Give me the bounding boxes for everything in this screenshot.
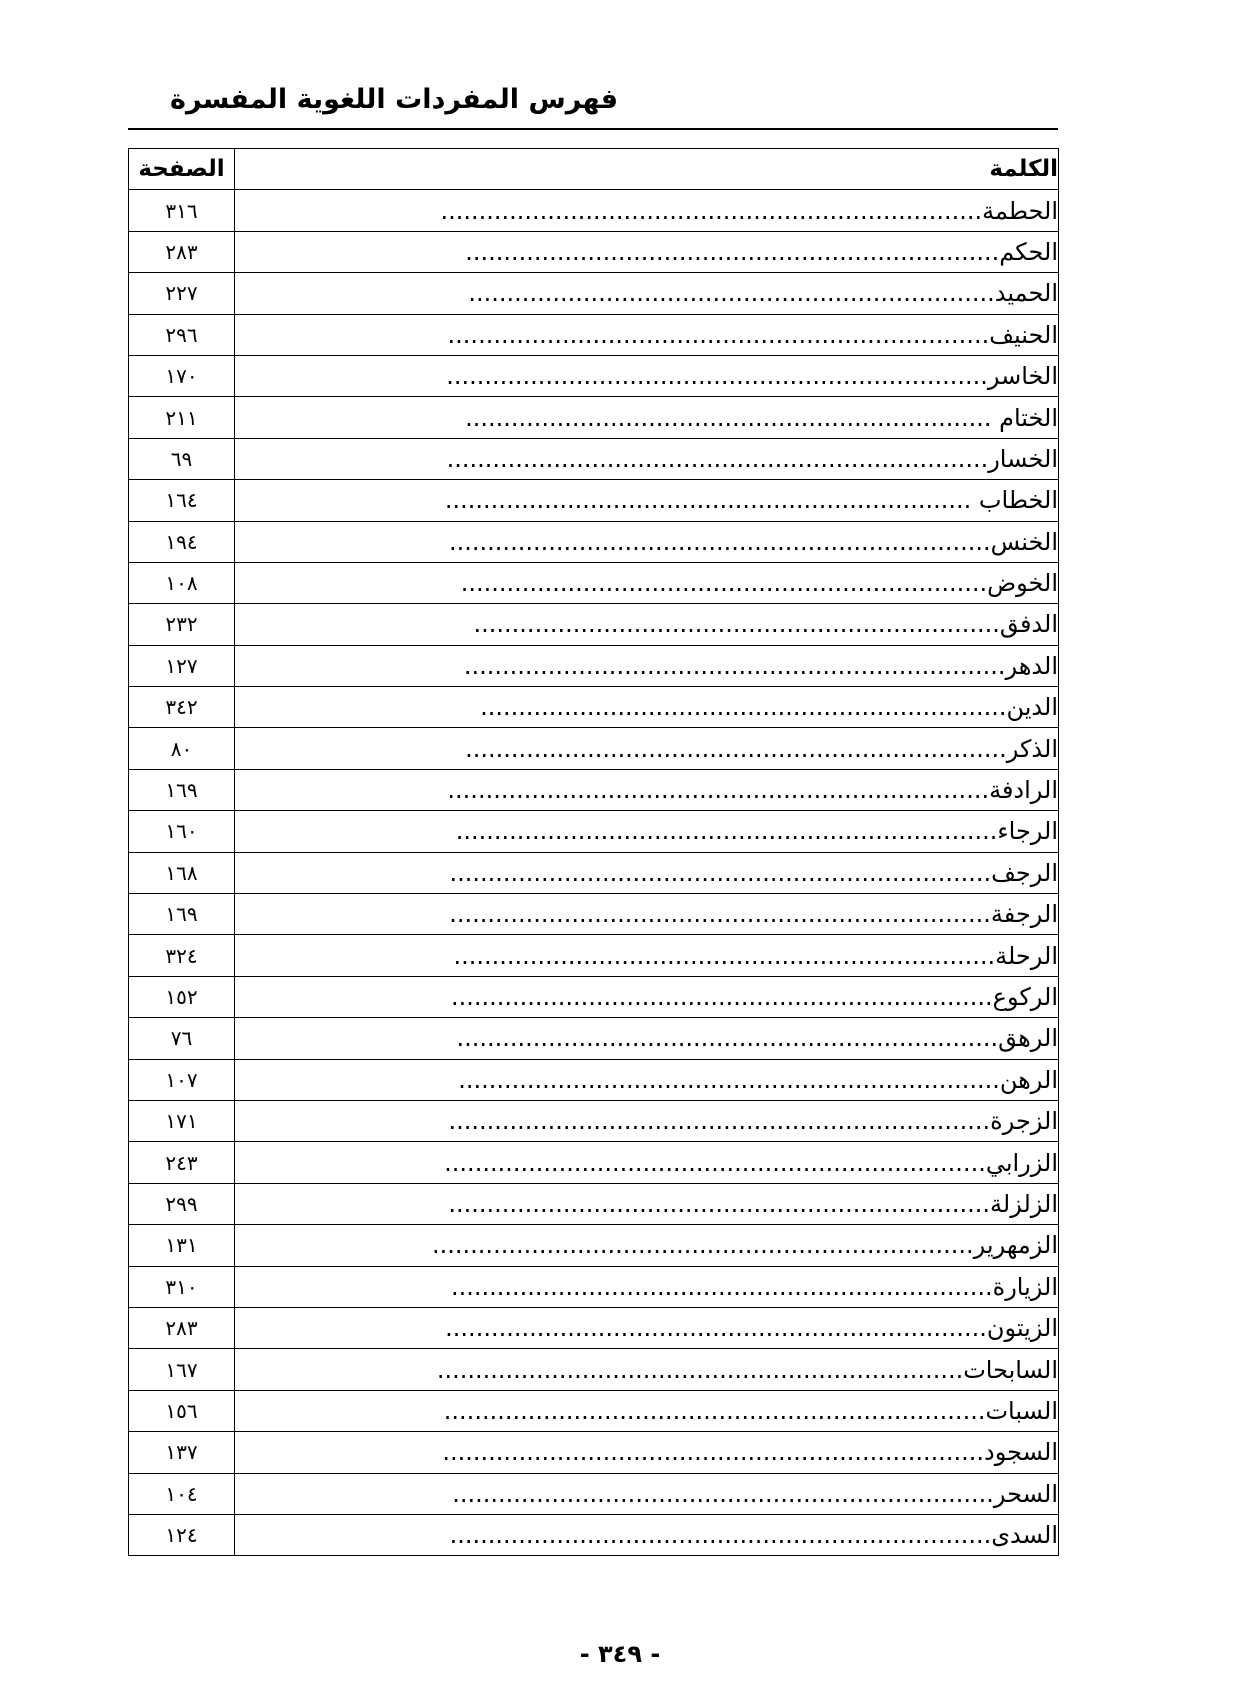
table-row: [129, 852, 1059, 893]
table-row: [129, 1514, 1059, 1555]
table-row: [129, 894, 1059, 935]
index-page-number: ١٦٩: [129, 894, 235, 935]
index-word: الرجاء.......................................................................: [235, 811, 1059, 852]
table-row: [129, 1307, 1059, 1348]
index-word: السجود.......................................................................: [235, 1432, 1059, 1473]
header-rule: [128, 128, 1058, 130]
index-table: [128, 148, 1059, 1556]
index-word: الرجفة.......................................................................: [235, 894, 1059, 935]
index-page-number: ١٢٧: [129, 645, 235, 686]
index-word: الدهر.......................................................................: [235, 645, 1059, 686]
index-page-number: ٢٤٣: [129, 1142, 235, 1183]
index-word: الزمهرير.......................................................................: [235, 1225, 1059, 1266]
index-page-number: ٢٢٧: [129, 273, 235, 314]
index-word: السابحات.....................................................................: [235, 1349, 1059, 1390]
table-row: [129, 355, 1059, 396]
table-row: [129, 687, 1059, 728]
index-word: الخطاب .....................................................................: [235, 480, 1059, 521]
index-word: الركوع.......................................................................: [235, 976, 1059, 1017]
page-number: - ٣٤٩ -: [579, 1640, 661, 1668]
index-page-number: ١٠٤: [129, 1473, 235, 1514]
table-row: [129, 1225, 1059, 1266]
index-page-number: ١٠٨: [129, 562, 235, 603]
index-page-number: ٢٨٣: [129, 1307, 235, 1348]
index-word: الخوض.....................................................................: [235, 562, 1059, 603]
index-word: الزيارة.......................................................................: [235, 1266, 1059, 1307]
table-row: [129, 438, 1059, 479]
index-word: السحر.......................................................................: [235, 1473, 1059, 1514]
index-word: الرحلة.......................................................................: [235, 935, 1059, 976]
column-header-page: الصفحة: [129, 149, 235, 190]
page-title: فهرس المفردات اللغوية المفسرة: [170, 84, 618, 115]
table-row: [129, 1473, 1059, 1514]
table-row: [129, 1142, 1059, 1183]
index-page-number: ١٧١: [129, 1100, 235, 1141]
table-row: [129, 397, 1059, 438]
index-page-number: ١٣٧: [129, 1432, 235, 1473]
index-page-number: ٢٩٦: [129, 314, 235, 355]
index-word: الرهن.......................................................................: [235, 1059, 1059, 1100]
index-word: السبات.......................................................................: [235, 1390, 1059, 1431]
index-word: الدين.....................................................................: [235, 687, 1059, 728]
index-word: الدفق.....................................................................: [235, 604, 1059, 645]
index-word: الرادفة.......................................................................: [235, 769, 1059, 810]
index-word: الرهق.......................................................................: [235, 1018, 1059, 1059]
index-word: الحكم......................................................................: [235, 231, 1059, 272]
table-row: [129, 1059, 1059, 1100]
index-page-number: ١٦٨: [129, 852, 235, 893]
index-word: الحميد.....................................................................: [235, 273, 1059, 314]
index-word: الزجرة.......................................................................: [235, 1100, 1059, 1141]
page-header: [128, 78, 1058, 128]
index-word: الحطمة.......................................................................: [235, 190, 1059, 231]
index-word: الرجف.......................................................................: [235, 852, 1059, 893]
index-word: الخنس.......................................................................: [235, 521, 1059, 562]
table-row: [129, 314, 1059, 355]
index-page-number: ١٦٩: [129, 769, 235, 810]
index-word: السدى.......................................................................: [235, 1514, 1059, 1555]
table-row: [129, 935, 1059, 976]
index-page-number: ١٣١: [129, 1225, 235, 1266]
table-row: [129, 231, 1059, 272]
index-word: الخسار.......................................................................: [235, 438, 1059, 479]
table-row: [129, 1349, 1059, 1390]
index-page-number: ٧٦: [129, 1018, 235, 1059]
index-page-number: ٢١١: [129, 397, 235, 438]
table-row: [129, 604, 1059, 645]
index-word: الخاسر.......................................................................: [235, 355, 1059, 396]
index-page-number: ١٢٤: [129, 1514, 235, 1555]
table-row: [129, 1100, 1059, 1141]
index-page-number: ٨٠: [129, 728, 235, 769]
table-row: [129, 1390, 1059, 1431]
index-page-number: ١٧٠: [129, 355, 235, 396]
table-row: [129, 1266, 1059, 1307]
index-page-number: ٣١٦: [129, 190, 235, 231]
index-page-number: ٣٤٢: [129, 687, 235, 728]
index-page-number: ٣٢٤: [129, 935, 235, 976]
table-header-row: [129, 149, 1059, 190]
index-word: الزرابي.......................................................................: [235, 1142, 1059, 1183]
index-page-number: ٦٩: [129, 438, 235, 479]
table-row: [129, 273, 1059, 314]
index-page-number: ٣١٠: [129, 1266, 235, 1307]
index-page-number: ١٥٢: [129, 976, 235, 1017]
index-word: الزلزلة.......................................................................: [235, 1183, 1059, 1224]
table-row: [129, 645, 1059, 686]
index-word: الزيتون.......................................................................: [235, 1307, 1059, 1348]
index-word: الذكر.......................................................................: [235, 728, 1059, 769]
index-page-number: ١٦٧: [129, 1349, 235, 1390]
index-page-number: ٢٩٩: [129, 1183, 235, 1224]
index-word: الختام .....................................................................: [235, 397, 1059, 438]
table-row: [129, 976, 1059, 1017]
index-page-number: ٢٨٣: [129, 231, 235, 272]
index-page-number: ١٠٧: [129, 1059, 235, 1100]
table-row: [129, 1183, 1059, 1224]
index-page-number: ١٦٠: [129, 811, 235, 852]
index-page-number: ١٦٤: [129, 480, 235, 521]
index-word: الحنيف.......................................................................: [235, 314, 1059, 355]
table-row: [129, 521, 1059, 562]
index-page-number: ١٥٦: [129, 1390, 235, 1431]
table-row: [129, 728, 1059, 769]
index-page-number: ١٩٤: [129, 521, 235, 562]
column-header-word: الكلمة: [235, 149, 1059, 190]
index-page-number: ٢٣٢: [129, 604, 235, 645]
table-row: [129, 190, 1059, 231]
table-row: [129, 811, 1059, 852]
table-row: [129, 562, 1059, 603]
table-row: [129, 480, 1059, 521]
table-row: [129, 1432, 1059, 1473]
table-row: [129, 769, 1059, 810]
table-row: [129, 1018, 1059, 1059]
